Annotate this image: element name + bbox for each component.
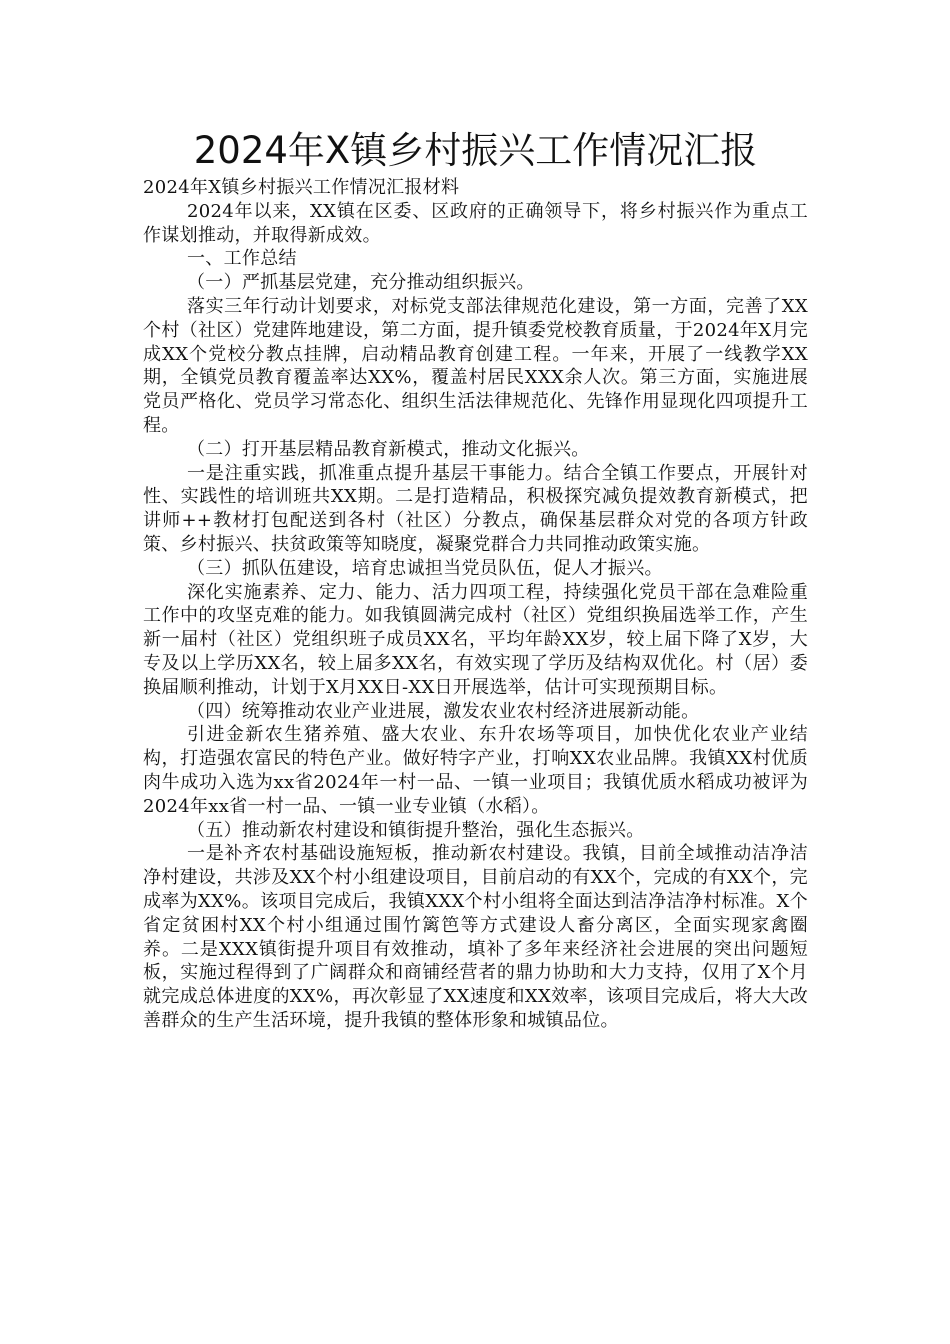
section-1-heading: （一）严抓基层党建，充分推动组织振兴。 <box>187 272 535 294</box>
section-4-heading: （四）统筹推动农业产业进展，激发农业农村经济进展新动能。 <box>187 700 700 722</box>
section-3-body: 深化实施素养、定力、能力、活力四项工程，持续强化党员干部在急难险重工作中的攻坚克难的能力。如我镇圆满完成村（社区）党组织换届选举工作，产生新一届村（社区）党组织班子成员XX名，平均年龄XX岁，较上届下降了X岁，大专及以上学历XX名，较上届多XX名，有效实现了学历及结构双优化。村（居）委换届顺利推动，计划于X月XX日-XX日开展选举，估计可实现预期目标。 <box>143 581 808 698</box>
section-1-body: 落实三年行动计划要求，对标党支部法律规范化建设，第一方面，完善了XX个村（社区）党建阵地建设，第二方面，提升镇委党校教育质量，于2024年X月完成XX个党校分教点挂牌，启动精品教育创建工程。一年来，开展了一线教学XX期，全镇党员教育覆盖率达XX%，覆盖村居民XXX余人次。第三方面，实施进展党员严格化、党员学习常态化、组织生活法律规范化、先锋作用显现化四项提升工程。 <box>143 295 808 436</box>
section-2-heading: （二）打开基层精品教育新模式，推动文化振兴。 <box>187 438 590 460</box>
section-title: 一、工作总结 <box>187 248 297 270</box>
section-3-heading: （三）抓队伍建设，培育忠诚担当党员队伍，促人才振兴。 <box>187 557 663 579</box>
document-subtitle: 2024年X镇乡村振兴工作情况汇报材料 <box>143 177 460 198</box>
section-5-body: 一是补齐农村基础设施短板，推动新农村建设。我镇，目前全域推动洁净洁净村建设，共涉及XX个村小组建设项目，目前启动的有XX个，完成的有XX个，完成率为XX%。该项目完成后，我镇XXX个村小组将全面达到洁净洁净村标准。X个省定贫困村XX个村小组通过围竹篱笆等方式建设人畜分离区，全面实现家禽圈养。二是XXX镇街提升项目有效推动，填补了多年来经济社会进展的突出问题短板，实施过程得到了广阔群众和商铺经营者的鼎力协助和大力支持，仅用了X个月就完成总体进度的XX%，再次彰显了XX速度和XX效率，该项目完成后，将大大改善群众的生产生活环境，提升我镇的整体形象和城镇品位。 <box>143 843 808 1031</box>
intro-paragraph: 2024年以来，XX镇在区委、区政府的正确领导下，将乡村振兴作为重点工作谋划推动，并取得新成效。 <box>143 200 808 246</box>
section-5-heading: （五）推动新农村建设和镇街提升整治，强化生态振兴。 <box>187 819 645 841</box>
document-body <box>143 126 808 1033</box>
document-title: 2024年X镇乡村振兴工作情况汇报 <box>193 129 758 172</box>
section-4-body: 引进金新农生猪养殖、盛大农业、东升农场等项目，加快优化农业产业结构，打造强农富民的特色产业。做好特字产业，打响XX农业品牌。我镇XX村优质肉牛成功入选为xx省2024年一村一品、一镇一业项目；我镇优质水稻成功被评为2024年xx省一村一品、一镇一业专业镇（水稻）。 <box>143 724 808 817</box>
section-2-body: 一是注重实践，抓准重点提升基层干事能力。结合全镇工作要点，开展针对性、实践性的培训班共XX期。二是打造精品，积极探究减负提效教育新模式，把讲师++教材打包配送到各村（社区）分教点，确保基层群众对党的各项方针政策、乡村振兴、扶贫政策等知晓度，凝聚党群合力共同推动政策实施。 <box>143 462 808 555</box>
